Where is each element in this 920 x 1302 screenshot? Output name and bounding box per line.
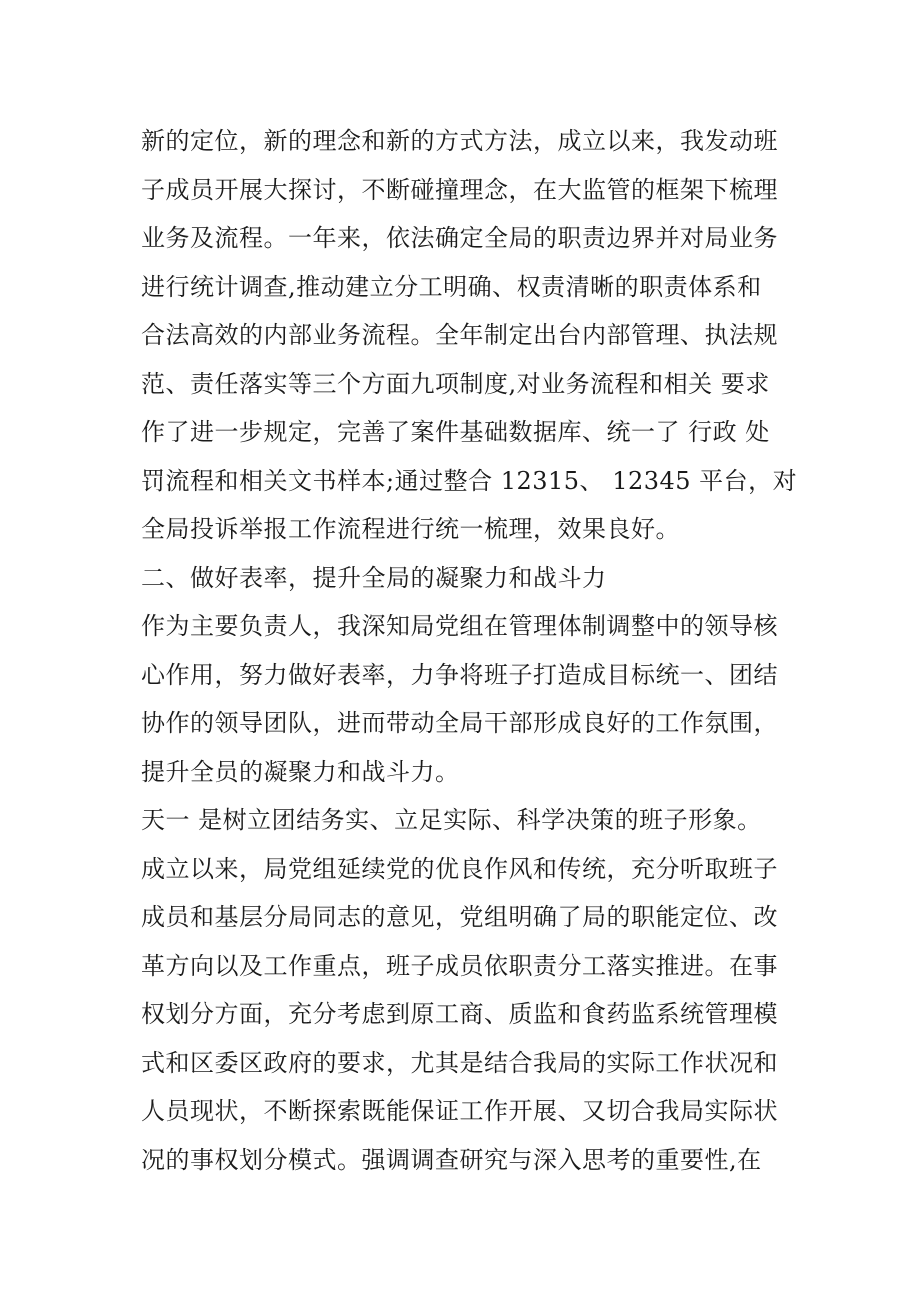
text-line-13: 协作的领导团队，进而带动全局干部形成良好的工作氛围，: [141, 709, 778, 737]
text-line-7: 作了进一步规定，完善了案件基础数据库、统一了 行政 处: [141, 418, 770, 446]
text-line-16: 成立以来，局党组延续党的优良作风和传统，充分听取班子: [141, 854, 778, 883]
text-line-11: 作为主要负责人，我深知局党组在管理体制调整中的领导核: [141, 612, 778, 640]
text-line-9: 全局投诉举报工作流程进行统一梳理，效果良好。: [141, 515, 680, 543]
text-line-21: 人员现状，不断探索既能保证工作开展、又切合我局实际状: [141, 1097, 778, 1125]
text-line-4: 进行统计调查,推动建立分工明确、权责清晰的职责体系和: [141, 272, 762, 301]
text-line-8: 罚流程和相关文书样本;通过整合 12315、 12345 平台，对: [141, 466, 798, 495]
section-heading: 二、做好表率，提升全局的凝聚力和战斗力: [141, 563, 607, 592]
text-line-5: 合法高效的内部业务流程。全年制定出台内部管理、执法规: [141, 321, 778, 349]
text-line-1: 新的定位，新的理念和新的方式方法，成立以来，我发动班: [141, 127, 778, 155]
text-line-18: 革方向以及工作重点，班子成员依职责分工落实推进。在事: [141, 951, 778, 980]
text-line-14: 提升全员的凝聚力和战斗力。: [141, 757, 460, 786]
text-line-20: 式和区委区政府的要求，尤其是结合我局的实际工作状况和: [141, 1048, 778, 1077]
document-body: [141, 117, 801, 1184]
text-line-2: 子成员开展大探讨，不断碰撞理念，在大监管的框架下梳理: [141, 175, 778, 204]
text-line-12: 心作用，努力做好表率，力争将班子打造成目标统一、团结: [141, 660, 778, 689]
text-line-15: 天一 是树立团结务实、立足实际、科学决策的班子形象。: [141, 806, 762, 834]
text-line-3: 业务及流程。一年来，依法确定全局的职责边界并对局业务: [141, 224, 778, 252]
text-line-22: 况的事权划分模式。强调调查研究与深入思考的重要性,在: [141, 1145, 762, 1174]
text-line-17: 成员和基层分局同志的意见，党组明确了局的职能定位、改: [141, 903, 778, 931]
text-line-19: 权划分方面，充分考虑到原工商、质监和食药监系统管理模: [141, 1000, 778, 1028]
text-line-6: 范、责任落实等三个方面九项制度,对业务流程和相关 要求: [141, 369, 770, 398]
